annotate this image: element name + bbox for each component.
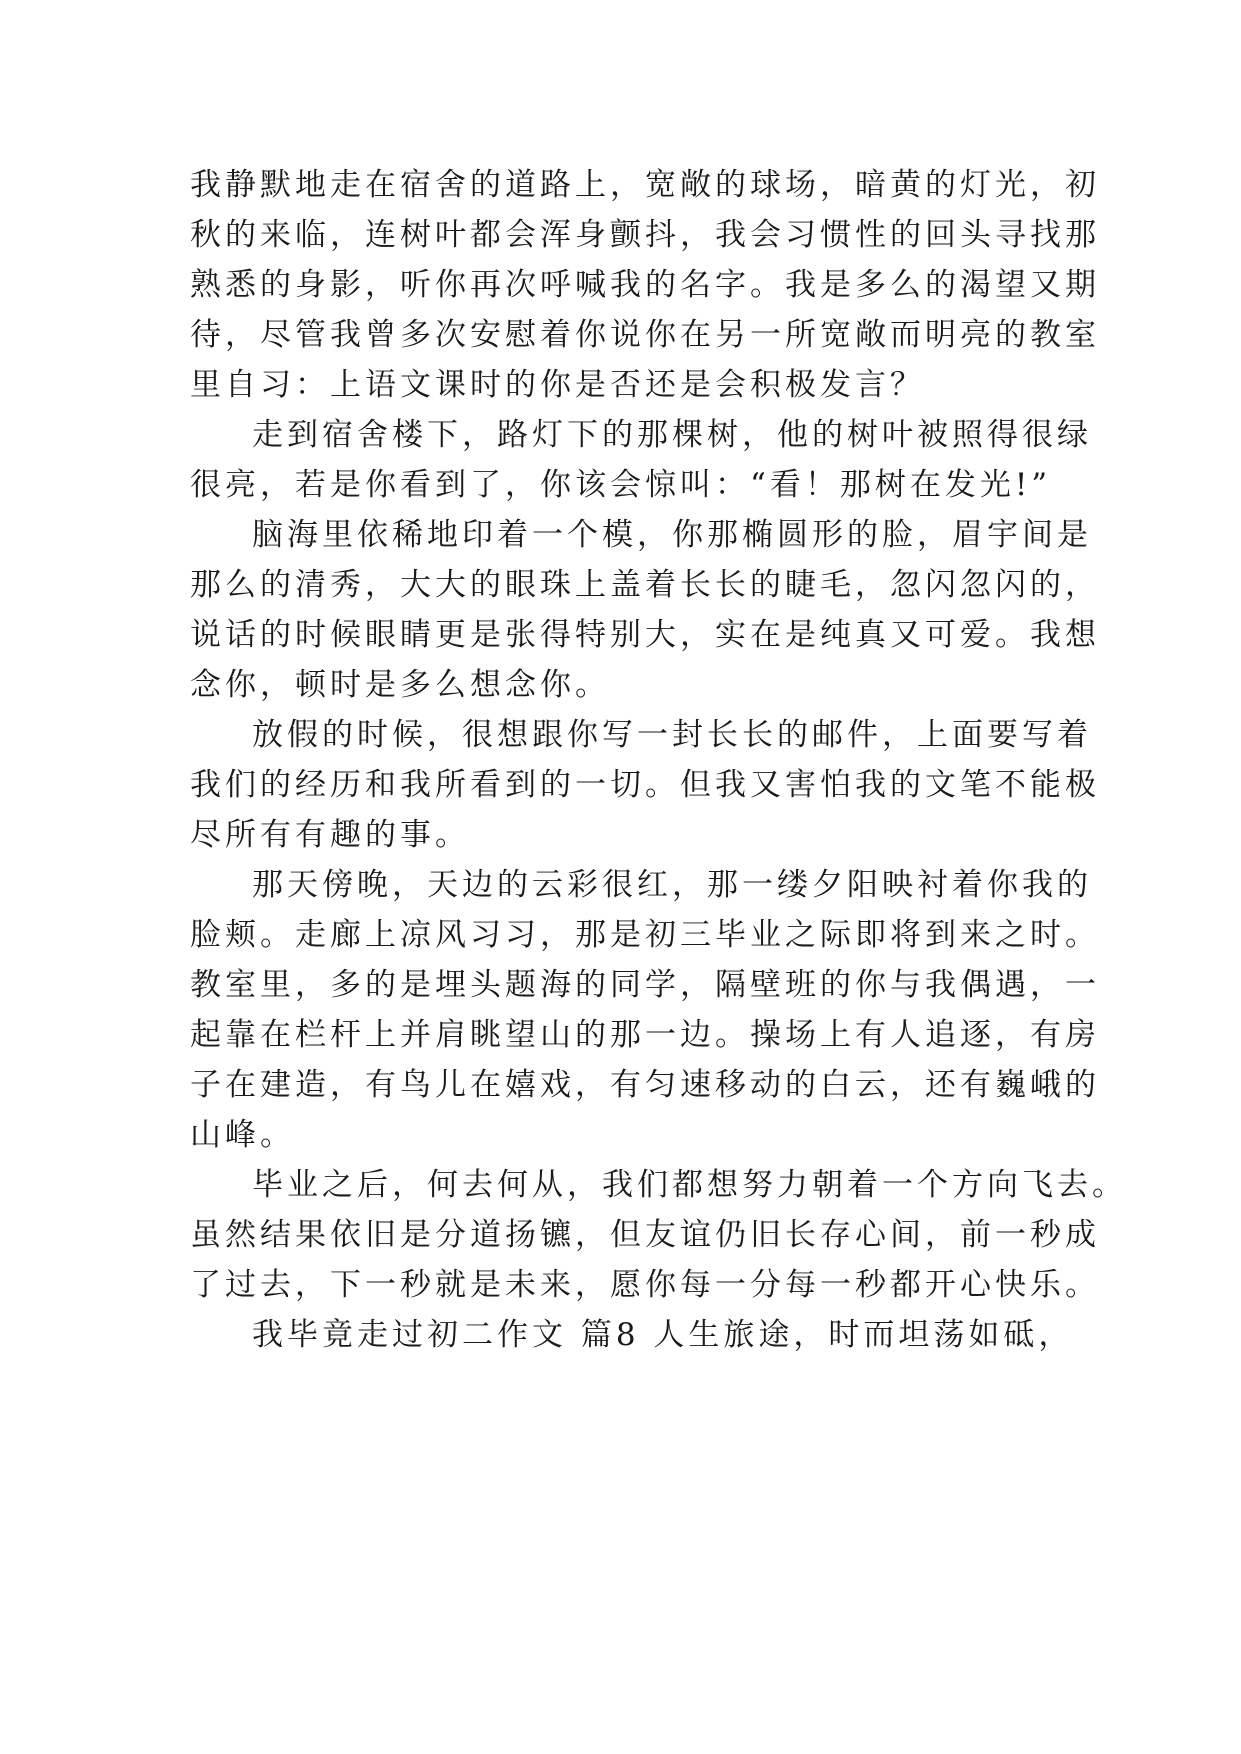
text-line: 秋的来临，连树叶都会浑身颤抖，我会习惯性的回头寻找那 (190, 217, 1100, 253)
text-line: 了过去，下一秒就是未来，愿你每一分每一秒都开心快乐。 (190, 1267, 1100, 1303)
paragraph-first-line: 那天傍晚，天边的云彩很红，那一缕夕阳映衬着你我的 (252, 867, 1092, 903)
text-line: 虽然结果依旧是分道扬镳，但友谊仍旧长存心间，前一秒成 (190, 1217, 1100, 1253)
text-line: 念你，顿时是多么想念你。 (190, 667, 610, 703)
text-line: 熟悉的身影，听你再次呼喊我的名字。我是多么的渴望又期 (190, 267, 1100, 303)
paragraph-first-line: 我毕竟走过初二作文 篇8 人生旅途，时而坦荡如砥， (252, 1317, 1074, 1353)
text-line: 起靠在栏杆上并肩眺望山的那一边。操场上有人追逐，有房 (190, 1017, 1100, 1053)
text-line: 脸颊。走廊上凉风习习，那是初三毕业之际即将到来之时。 (190, 917, 1100, 953)
text-line: 我们的经历和我所看到的一切。但我又害怕我的文笔不能极 (190, 767, 1100, 803)
text-line: 说话的时候眼睛更是张得特别大，实在是纯真又可爱。我想 (190, 617, 1100, 653)
text-line: 子在建造，有鸟儿在嬉戏，有匀速移动的白云，还有巍峨的 (190, 1067, 1100, 1103)
paragraph-first-line: 脑海里依稀地印着一个模，你那椭圆形的脸，眉宇间是 (252, 517, 1092, 553)
text-line: 我静默地走在宿舍的道路上，宽敞的球场，暗黄的灯光，初 (190, 167, 1100, 203)
text-line: 山峰。 (190, 1117, 295, 1153)
text-line: 里自习：上语文课时的你是否还是会积极发言？ (190, 367, 925, 403)
paragraph-first-line: 走到宿舍楼下，路灯下的那棵树，他的树叶被照得很绿 (252, 417, 1092, 453)
paragraph-first-line: 毕业之后，何去何从，我们都想努力朝着一个方向飞去。 (252, 1167, 1127, 1203)
text-line: 待，尽管我曾多次安慰着你说你在另一所宽敞而明亮的教室 (190, 317, 1100, 353)
text-line: 教室里，多的是埋头题海的同学，隔壁班的你与我偶遇，一 (190, 967, 1100, 1003)
paragraph-first-line: 放假的时候，很想跟你写一封长长的邮件，上面要写着 (252, 717, 1092, 753)
text-line: 尽所有有趣的事。 (190, 817, 470, 853)
text-line: 很亮，若是你看到了，你该会惊叫：“看！那树在发光!” (190, 467, 1052, 503)
text-line: 那么的清秀，大大的眼珠上盖着长长的睫毛，忽闪忽闪的， (190, 567, 1100, 603)
